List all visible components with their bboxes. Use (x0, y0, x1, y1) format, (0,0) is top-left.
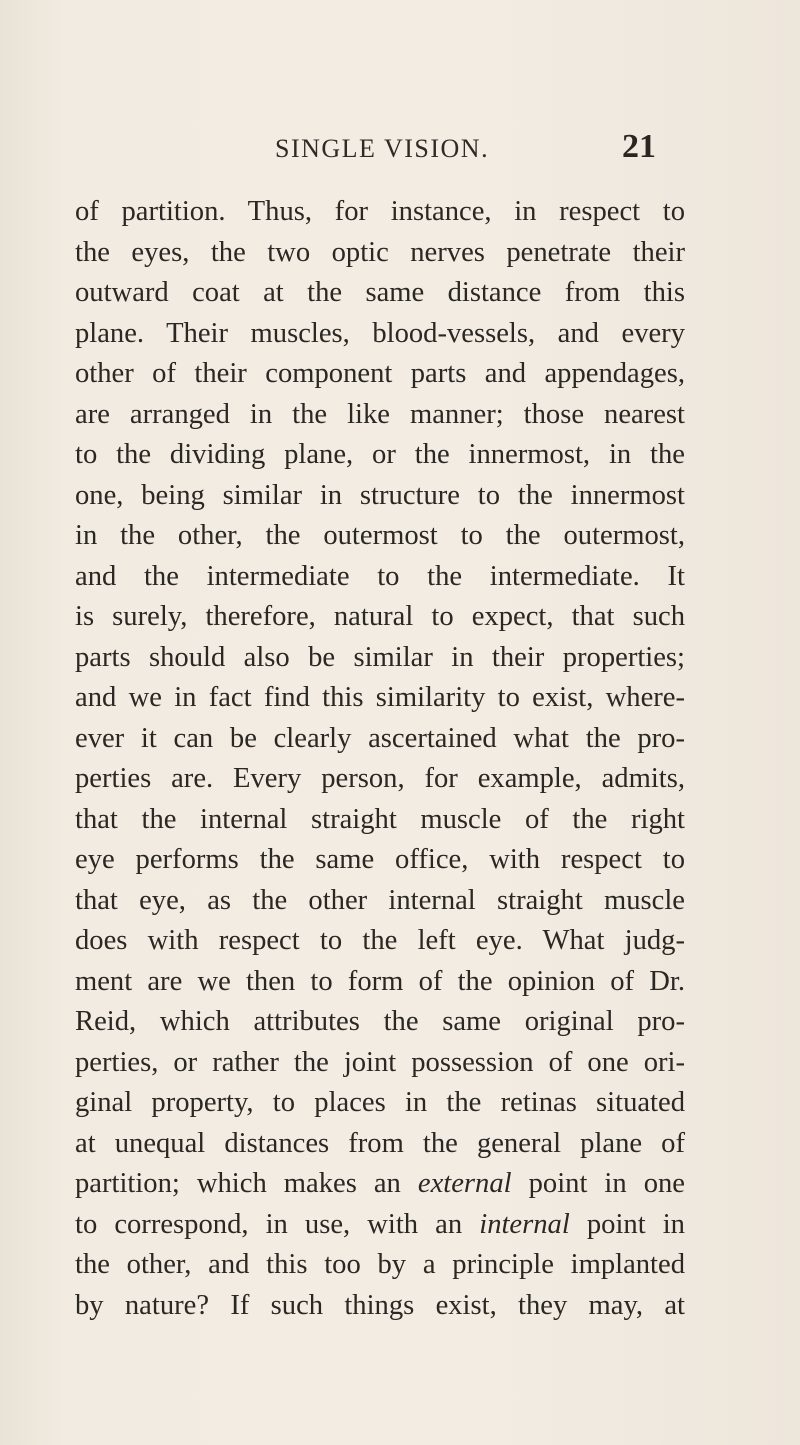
text-line: are arranged in the like manner; those nearest (75, 398, 685, 430)
text-segment: partition; which makes an (75, 1168, 418, 1199)
text-line: by nature? If such things exist, they may, at (75, 1289, 685, 1321)
text-line: to the dividing plane, or the innermost, in the (75, 439, 685, 470)
text-line: at unequal distances from the general plane of (75, 1127, 685, 1159)
text-line: eye performs the same office, with respect to (75, 844, 685, 875)
text-line-with-italic (75, 1164, 685, 1205)
text-segment: point in one (511, 1168, 685, 1199)
italic-word: external (417, 1168, 512, 1199)
text-line: other of their component parts and appendages, (75, 358, 685, 389)
text-line: ginal property, to places in the retinas situated (75, 1087, 685, 1118)
italic-word: internal (479, 1208, 570, 1240)
text-line: plane. Their muscles, blood-vessels, and every (75, 317, 685, 349)
text-line: Reid, which attributes the same original pro- (75, 1006, 685, 1037)
text-line: that eye, as the other internal straight muscle (75, 884, 685, 916)
text-line-with-italic (75, 1205, 685, 1246)
text-line: perties, or rather the joint possession of one ori- (75, 1046, 685, 1078)
text-line: is surely, therefore, natural to expect, that such (75, 601, 685, 632)
text-line: the other, and this too by a principle implanted (75, 1249, 685, 1280)
text-line: parts should also be similar in their properties; (75, 641, 685, 673)
text-line: ment are we then to form of the opinion of Dr. (75, 965, 685, 997)
text-line: ever it can be clearly ascertained what the pro- (75, 722, 685, 754)
text-line: and we in fact find this similarity to exist, where- (75, 682, 685, 713)
running-head (0, 128, 800, 174)
text-line: in the other, the outermost to the outermost, (75, 520, 685, 551)
text-line: perties are. Every person, for example, admits, (75, 763, 685, 794)
text-line: of partition. Thus, for instance, in respect to (75, 196, 685, 227)
text-line: one, being similar in structure to the innermost (75, 479, 685, 511)
text-segment: point in (569, 1208, 685, 1240)
text-line: does with respect to the left eye. What judg- (75, 925, 685, 956)
running-title: SINGLE VISION. (275, 134, 490, 163)
text-line: and the intermediate to the intermediate. It (75, 560, 685, 592)
body-text (75, 192, 685, 1326)
text-line: outward coat at the same distance from this (75, 277, 685, 308)
text-segment: to correspond, in use, with an (75, 1208, 480, 1240)
text-line: the eyes, the two optic nerves penetrate their (75, 236, 685, 268)
text-line: that the internal straight muscle of the right (75, 803, 685, 835)
page-number: 21 (622, 128, 656, 165)
